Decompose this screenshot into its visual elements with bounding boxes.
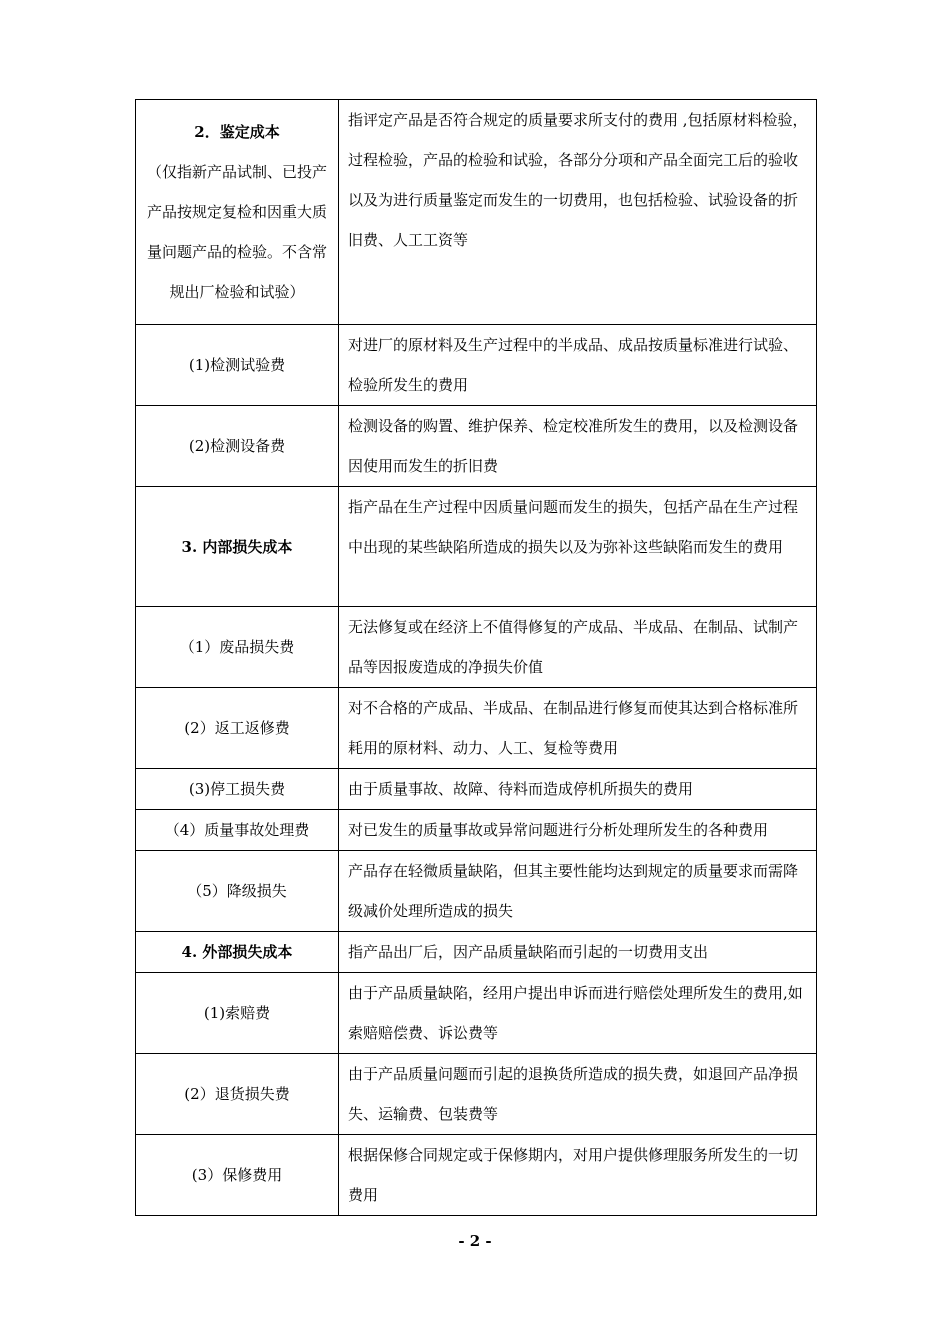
table-row bbox=[136, 406, 817, 487]
item-name-cell: (1)检测试验费 bbox=[136, 325, 339, 406]
category-cell: 4. 外部损失成本 bbox=[136, 932, 339, 973]
description-cell: 对进厂的原材料及生产过程中的半成品、成品按质量标准进行试验、检验所发生的费用 bbox=[339, 325, 817, 406]
table-row bbox=[136, 810, 817, 851]
category-title: 2．鉴定成本 bbox=[194, 123, 280, 141]
table-row bbox=[136, 1054, 817, 1135]
description-cell: 检测设备的购置、维护保养、检定校准所发生的费用，以及检测设备因使用而发生的折旧费 bbox=[339, 406, 817, 487]
quality-cost-table bbox=[135, 99, 817, 1216]
table-row bbox=[136, 487, 817, 607]
item-name-cell: （4）质量事故处理费 bbox=[136, 810, 339, 851]
description-cell: 由于产品质量问题而引起的退换货所造成的损失费，如退回产品净损失、运输费、包装费等 bbox=[339, 1054, 817, 1135]
description-cell: 对不合格的产成品、半成品、在制品进行修复而使其达到合格标准所耗用的原材料、动力、人工、复检等费用 bbox=[339, 688, 817, 769]
item-name-cell: (2）返工返修费 bbox=[136, 688, 339, 769]
category-cell bbox=[136, 100, 339, 325]
item-name-cell: （1）废品损失费 bbox=[136, 607, 339, 688]
description-cell: 指产品出厂后，因产品质量缺陷而引起的一切费用支出 bbox=[339, 932, 817, 973]
description-cell: 指评定产品是否符合规定的质量要求所支付的费用 ,包括原材料检验，过程检验，产品的检验和试验，各部分分项和产品全面完工后的验收以及为进行质量鉴定而发生的一切费用，也包括检验、试验设备的折旧费、人工工资等 bbox=[339, 100, 817, 325]
item-name-cell: (3)停工损失费 bbox=[136, 769, 339, 810]
table-row bbox=[136, 851, 817, 932]
item-name-cell: (2）退货损失费 bbox=[136, 1054, 339, 1135]
description-cell: 无法修复或在经济上不值得修复的产成品、半成品、在制品、试制产品等因报废造成的净损失价值 bbox=[339, 607, 817, 688]
category-cell: 3. 内部损失成本 bbox=[136, 487, 339, 607]
table-row bbox=[136, 932, 817, 973]
item-name-cell: （5）降级损失 bbox=[136, 851, 339, 932]
table-row bbox=[136, 100, 817, 325]
table-row bbox=[136, 325, 817, 406]
description-cell: 根据保修合同规定或于保修期内，对用户提供修理服务所发生的一切费用 bbox=[339, 1135, 817, 1216]
page-number: - 2 - bbox=[458, 1232, 492, 1250]
table-row bbox=[136, 769, 817, 810]
description-cell: 由于质量事故、故障、待料而造成停机所损失的费用 bbox=[339, 769, 817, 810]
table-row bbox=[136, 607, 817, 688]
description-cell: 产品存在轻微质量缺陷，但其主要性能均达到规定的质量要求而需降级减价处理所造成的损失 bbox=[339, 851, 817, 932]
description-cell: 对已发生的质量事故或异常问题进行分析处理所发生的各种费用 bbox=[339, 810, 817, 851]
item-name-cell: (3）保修费用 bbox=[136, 1135, 339, 1216]
table-row bbox=[136, 973, 817, 1054]
category-note: （仅指新产品试制、已投产产品按规定复检和因重大质量问题产品的检验。不含常规出厂检验和试验） bbox=[146, 163, 327, 301]
description-cell: 指产品在生产过程中因质量问题而发生的损失，包括产品在生产过程中出现的某些缺陷所造成的损失以及为弥补这些缺陷而发生的费用 bbox=[339, 487, 817, 607]
description-cell: 由于产品质量缺陷，经用户提出申诉而进行赔偿处理所发生的费用,如索赔赔偿费、诉讼费等 bbox=[339, 973, 817, 1054]
item-name-cell: (1)索赔费 bbox=[136, 973, 339, 1054]
item-name-cell: (2)检测设备费 bbox=[136, 406, 339, 487]
table-row bbox=[136, 688, 817, 769]
table-row bbox=[136, 1135, 817, 1216]
